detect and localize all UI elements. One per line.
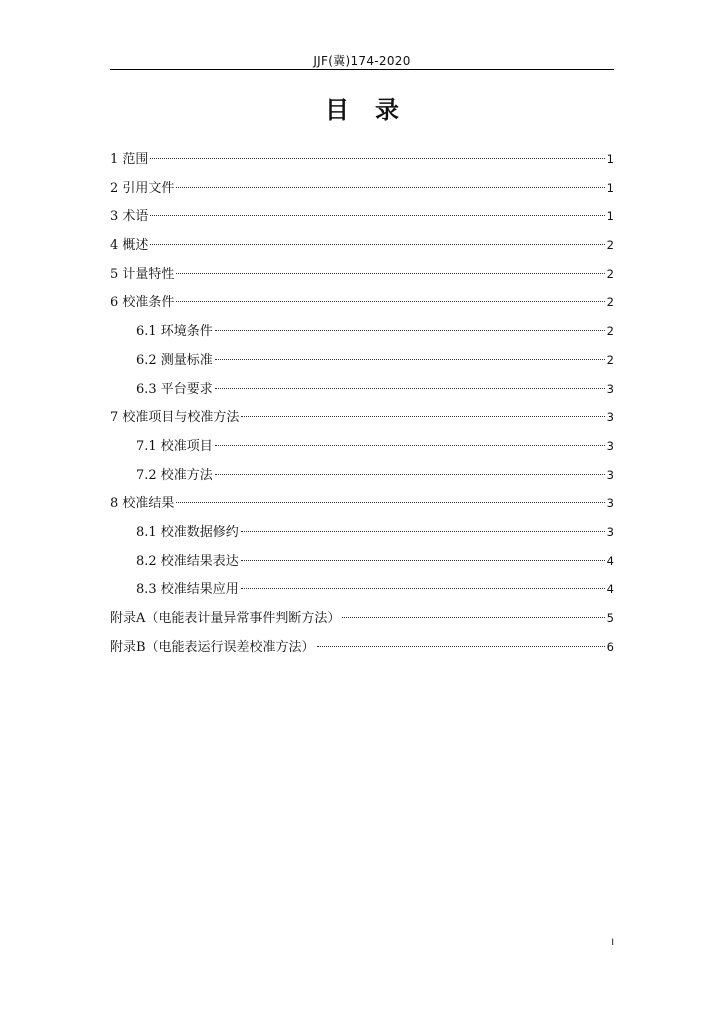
- toc-leader-dots: [241, 416, 604, 417]
- toc-entry[interactable]: [110, 346, 614, 375]
- page-title: 目录: [325, 96, 425, 124]
- toc-entry[interactable]: [110, 461, 614, 490]
- toc-entry[interactable]: [110, 174, 614, 203]
- toc-leader-dots: [215, 474, 605, 475]
- toc-entry-page: 4: [606, 582, 614, 597]
- toc-leader-dots: [241, 531, 605, 532]
- toc-entry-label: 8.3 校准结果应用: [136, 582, 239, 598]
- toc-entry-label: 4 概述: [110, 238, 149, 254]
- toc-leader-dots: [342, 617, 604, 618]
- toc-entry-label: 3 术语: [110, 209, 149, 225]
- toc-entry-label: 7 校准项目与校准方法: [110, 410, 240, 426]
- toc-leader-dots: [241, 560, 605, 561]
- toc-leader-dots: [176, 273, 604, 274]
- toc-leader-dots: [176, 502, 604, 503]
- toc-leader-dots: [317, 646, 605, 647]
- toc-leader-dots: [215, 445, 605, 446]
- toc-entry-page: 6: [606, 639, 614, 654]
- page-header: JJF(冀)174-2020: [313, 54, 411, 68]
- toc-entry-label: 8 校准结果: [110, 496, 175, 512]
- toc-entry[interactable]: [110, 633, 614, 662]
- toc-entry-page: 3: [606, 410, 614, 425]
- toc-entry-page: 3: [606, 438, 614, 453]
- toc-entry-label: 8.1 校准数据修约: [136, 524, 239, 540]
- toc-entry-label: 7.1 校准项目: [136, 438, 213, 454]
- toc-entry[interactable]: [110, 489, 614, 518]
- toc-entry-page: 4: [606, 553, 614, 568]
- toc-leader-dots: [150, 244, 604, 245]
- toc-entry-page: 2: [606, 352, 614, 367]
- toc-leader-dots: [215, 359, 605, 360]
- toc-entry-label: 5 计量特性: [110, 266, 175, 282]
- toc-entry-label: 8.2 校准结果表达: [136, 553, 239, 569]
- toc-entry-page: 3: [606, 381, 614, 396]
- toc-leader-dots: [176, 187, 604, 188]
- toc-entry-page: 2: [606, 266, 614, 281]
- toc-entry-page: 3: [606, 496, 614, 511]
- footer-page-number: I: [611, 938, 614, 948]
- toc-entry[interactable]: [110, 575, 614, 604]
- toc-entry[interactable]: [110, 375, 614, 404]
- toc-entry-page: 3: [606, 524, 614, 539]
- toc-entry-label: 1 范围: [110, 152, 149, 167]
- toc-entry-page: 1: [606, 209, 614, 224]
- toc-leader-dots: [215, 330, 605, 331]
- toc-entry-page: 5: [606, 611, 614, 625]
- toc-leader-dots: [241, 588, 605, 589]
- toc-entry[interactable]: [110, 202, 614, 231]
- header-rule: [110, 69, 614, 70]
- toc-entry[interactable]: [110, 231, 614, 260]
- toc-entry-page: 2: [606, 324, 614, 339]
- toc-entry-label: 6.2 测量标准: [136, 352, 213, 368]
- toc-entry-page: 1: [606, 152, 614, 166]
- toc-entry[interactable]: [110, 260, 614, 289]
- toc-entry-label: 6 校准条件: [110, 295, 175, 311]
- toc-entry-page: 2: [606, 238, 614, 253]
- toc-entry-label: 7.2 校准方法: [136, 467, 213, 483]
- toc-entry-page: 1: [606, 180, 614, 195]
- toc-entry[interactable]: [110, 403, 614, 432]
- toc-entry[interactable]: [110, 288, 614, 317]
- toc-entry[interactable]: [110, 317, 614, 346]
- toc-entry[interactable]: [110, 432, 614, 461]
- toc-entry-label: 6.3 平台要求: [136, 381, 213, 397]
- toc-entry-page: 3: [606, 467, 614, 482]
- table-of-contents: [110, 145, 614, 661]
- toc-entry[interactable]: [110, 145, 614, 174]
- toc-entry-label: 附录B（电能表运行误差校准方法）: [110, 639, 315, 655]
- toc-entry-page: 2: [606, 295, 614, 310]
- toc-leader-dots: [150, 158, 604, 159]
- toc-leader-dots: [215, 388, 605, 389]
- toc-leader-dots: [176, 301, 604, 302]
- toc-entry[interactable]: [110, 604, 614, 633]
- toc-entry-label: 6.1 环境条件: [136, 324, 213, 340]
- toc-leader-dots: [150, 215, 604, 216]
- toc-entry[interactable]: [110, 518, 614, 547]
- toc-entry[interactable]: [110, 547, 614, 576]
- toc-entry-label: 附录A（电能表计量异常事件判断方法）: [110, 611, 341, 626]
- toc-entry-label: 2 引用文件: [110, 180, 175, 196]
